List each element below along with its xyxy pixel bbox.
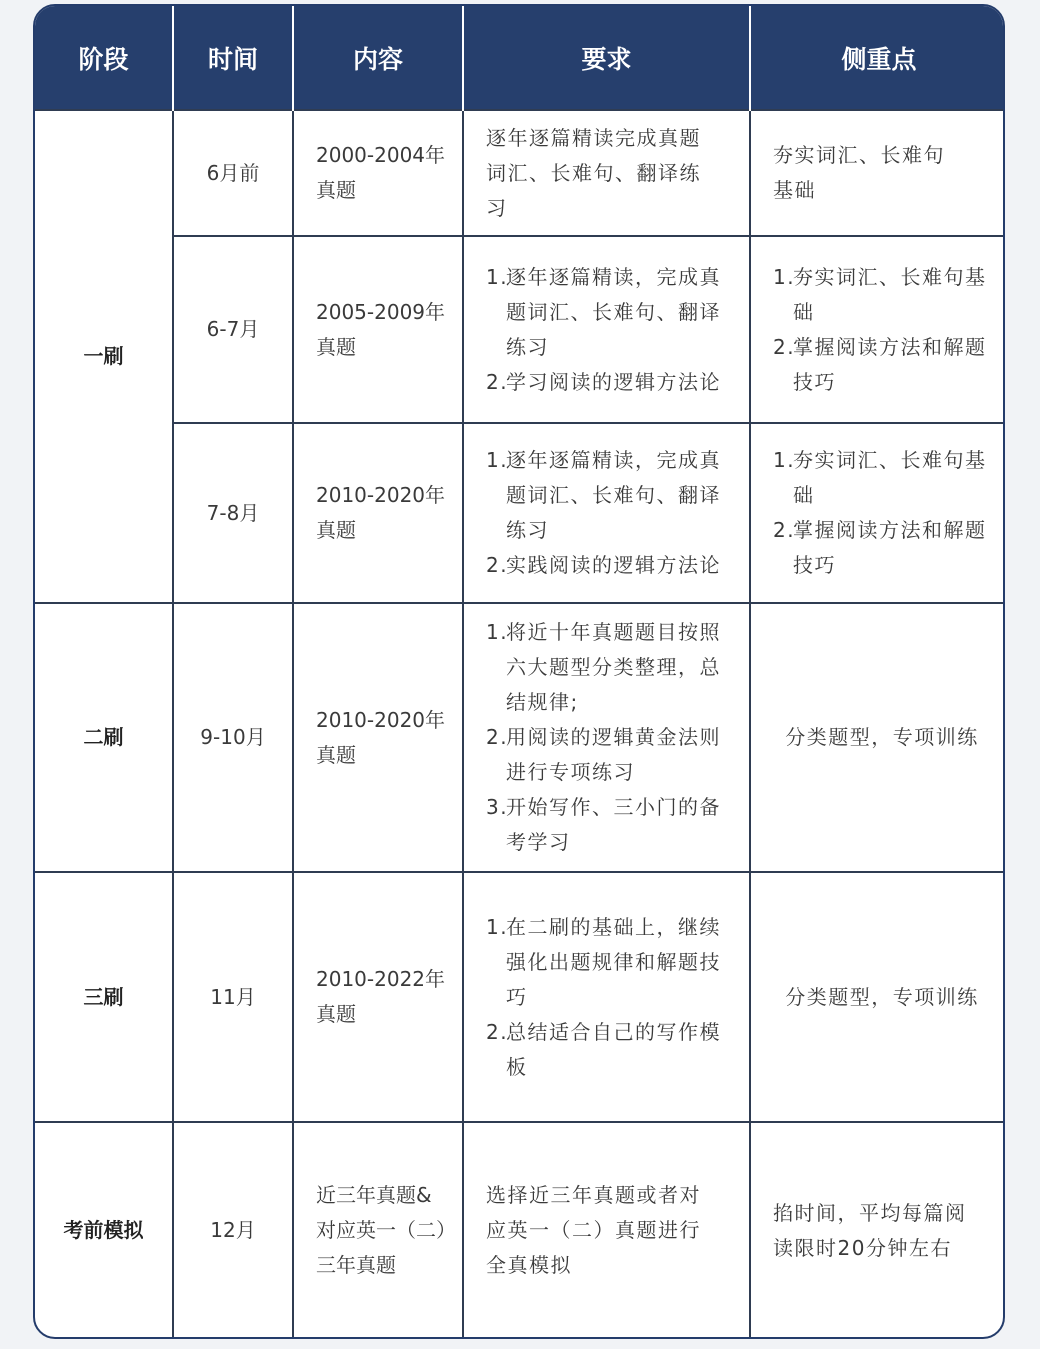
requirement-cell — [463, 603, 750, 872]
item-number: 2. — [486, 725, 509, 749]
focus-line: 基础 — [773, 178, 816, 202]
requirement-item — [486, 443, 731, 548]
focus-cell — [750, 872, 1005, 1122]
item-number: 1. — [773, 448, 796, 472]
content-cell — [293, 872, 463, 1122]
focus-item — [773, 260, 991, 330]
stage-cell-third-pass: 三刷 — [35, 872, 173, 1122]
table-row — [35, 603, 1005, 872]
focus-cell — [750, 423, 1005, 603]
header-focus: 侧重点 — [750, 6, 1005, 110]
requirement-cell — [463, 423, 750, 603]
item-text: 掌握阅读方法和解题技巧 — [793, 334, 987, 394]
focus-line: 夯实词汇、长难句 — [773, 143, 945, 167]
requirement-cell — [463, 236, 750, 423]
item-number: 1. — [486, 448, 509, 472]
requirement-item — [486, 548, 731, 583]
time-cell: 7-8月 — [173, 423, 293, 603]
time-cell: 12月 — [173, 1122, 293, 1338]
content-line: 三年真题 — [316, 1253, 396, 1277]
requirement-line: 选择近三年真题或者对 — [486, 1183, 701, 1207]
focus-cell — [750, 1122, 1005, 1338]
focus-line: 读限时20分钟左右 — [773, 1235, 952, 1260]
table-row — [35, 872, 1005, 1122]
content-cell — [293, 1122, 463, 1338]
time-cell: 6-7月 — [173, 236, 293, 423]
content-line: 2010-2020年 — [316, 707, 446, 732]
header-content: 内容 — [293, 6, 463, 110]
content-line: 真题 — [316, 742, 356, 767]
content-line: 真题 — [316, 178, 356, 202]
content-cell — [293, 110, 463, 236]
table-row — [35, 110, 1005, 236]
time-cell: 11月 — [173, 872, 293, 1122]
item-text: 将近十年真题题目按照六大题型分类整理，总结规律; — [506, 620, 721, 714]
item-text: 开始写作、三小门的备考学习 — [506, 795, 721, 854]
content-cell — [293, 236, 463, 423]
requirement-item — [486, 910, 731, 1015]
table-row — [35, 1122, 1005, 1338]
item-number: 1. — [773, 264, 796, 289]
content-line: 真题 — [316, 518, 356, 542]
item-text: 实践阅读的逻辑方法论 — [506, 553, 721, 577]
stage-cell-second-pass: 二刷 — [35, 603, 173, 872]
requirement-item — [486, 365, 731, 400]
requirement-item — [486, 720, 731, 790]
item-number: 2. — [486, 1019, 509, 1044]
requirement-cell — [463, 872, 750, 1122]
item-number: 2. — [486, 553, 509, 577]
stage-cell-first-pass: 一刷 — [35, 110, 173, 603]
stage-cell-mock-exam: 考前模拟 — [35, 1122, 173, 1338]
content-line: 2005-2009年 — [316, 299, 446, 324]
focus-item — [773, 443, 991, 513]
focus-cell — [750, 236, 1005, 423]
requirement-item — [486, 790, 731, 860]
item-text: 夯实词汇、长难句基础 — [793, 448, 987, 507]
focus-item — [773, 330, 991, 400]
item-text: 夯实词汇、长难句基础 — [793, 264, 987, 324]
item-number: 1. — [486, 264, 509, 289]
time-cell: 6月前 — [173, 110, 293, 236]
item-number: 1. — [486, 620, 509, 644]
focus-cell — [750, 603, 1005, 872]
content-line: 真题 — [316, 1002, 356, 1026]
focus-line: 掐时间，平均每篇阅 — [773, 1200, 967, 1225]
content-line: 真题 — [316, 334, 356, 359]
content-line: 2000-2004年 — [316, 143, 446, 167]
item-text: 学习阅读的逻辑方法论 — [506, 369, 721, 394]
item-number: 2. — [486, 369, 509, 394]
requirement-line: 应英一（二）真题进行 — [486, 1218, 701, 1242]
focus-text: 分类题型，专项训练 — [785, 725, 979, 749]
item-text: 掌握阅读方法和解题技巧 — [793, 518, 987, 577]
header-requirement: 要求 — [463, 6, 750, 110]
item-text: 总结适合自己的写作模板 — [506, 1019, 721, 1079]
item-text: 逐年逐篇精读，完成真题词汇、长难句、翻译练习 — [506, 448, 721, 542]
requirement-cell — [463, 1122, 750, 1338]
table-header-row — [35, 6, 1005, 110]
requirement-line: 词汇、长难句、翻译练 — [486, 160, 701, 185]
focus-text: 分类题型，专项训练 — [785, 984, 979, 1009]
requirement-item — [486, 260, 731, 365]
study-plan-card — [33, 4, 1005, 1339]
header-time: 时间 — [173, 6, 293, 110]
content-line: 2010-2022年 — [316, 967, 446, 991]
item-text: 用阅读的逻辑黄金法则进行专项练习 — [506, 725, 721, 784]
item-text: 逐年逐篇精读，完成真题词汇、长难句、翻译练习 — [506, 264, 721, 359]
item-number: 3. — [486, 795, 509, 819]
study-plan-table — [35, 6, 1005, 1338]
item-number: 2. — [773, 334, 796, 359]
item-text: 在二刷的基础上，继续强化出题规律和解题技巧 — [506, 914, 721, 1009]
requirement-line: 逐年逐篇精读完成真题 — [486, 125, 701, 150]
table-row — [35, 423, 1005, 603]
requirement-item — [486, 615, 731, 720]
requirement-cell — [463, 110, 750, 236]
requirement-item — [486, 1015, 731, 1085]
item-number: 2. — [773, 518, 796, 542]
header-stage: 阶段 — [35, 6, 173, 110]
content-line: 对应英一（二） — [316, 1218, 456, 1242]
content-cell — [293, 603, 463, 872]
content-line: 2010-2020年 — [316, 483, 446, 507]
item-number: 1. — [486, 914, 509, 939]
focus-cell — [750, 110, 1005, 236]
requirement-line: 全真模拟 — [486, 1253, 572, 1277]
requirement-line: 习 — [486, 195, 508, 220]
focus-item — [773, 513, 991, 583]
content-line: 近三年真题& — [316, 1183, 432, 1207]
time-cell: 9-10月 — [173, 603, 293, 872]
content-cell — [293, 423, 463, 603]
table-row — [35, 236, 1005, 423]
